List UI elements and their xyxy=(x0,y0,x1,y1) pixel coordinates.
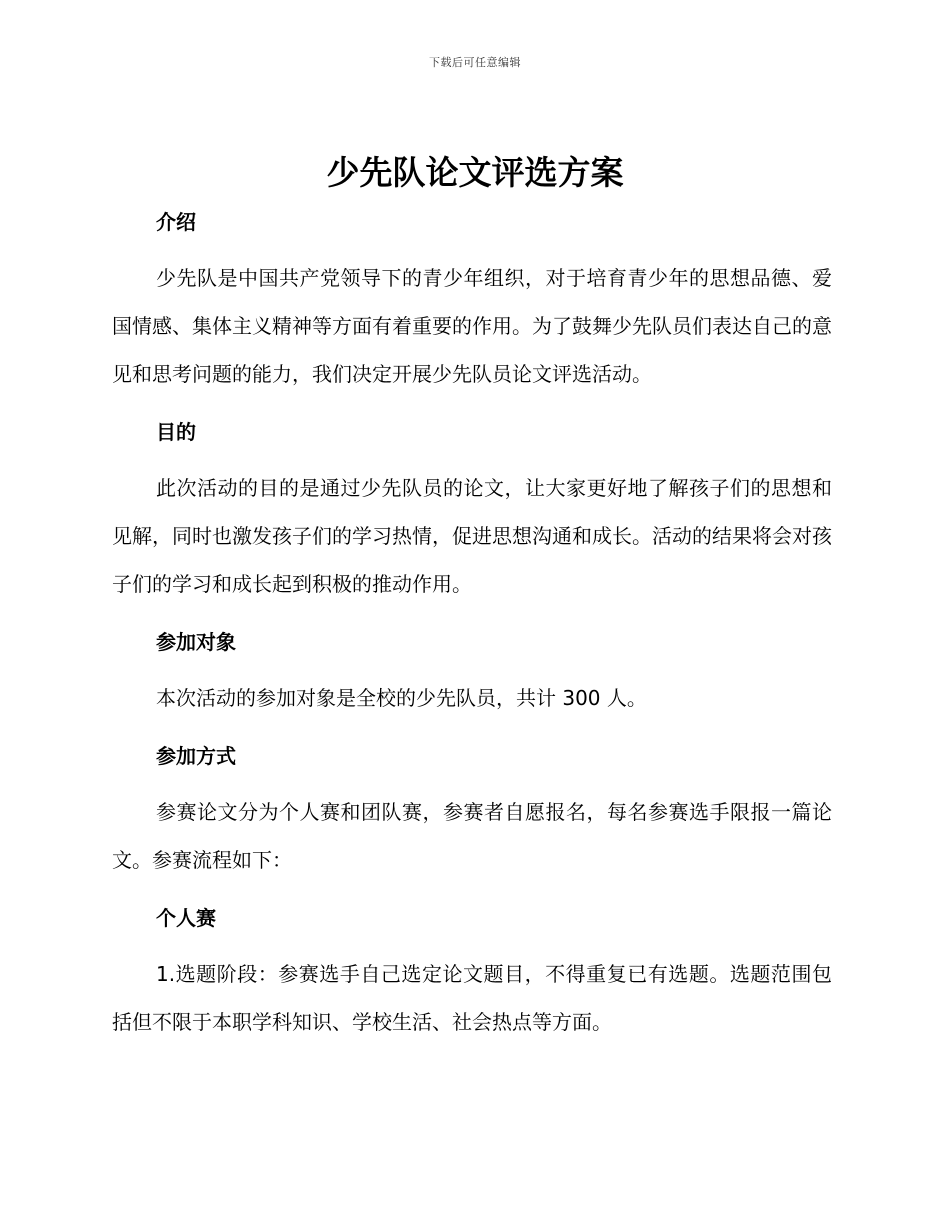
section-heading: 目的 xyxy=(156,420,196,444)
section-paragraph: 少先队是中国共产党领导下的青少年组织，对于培育青少年的思想品德、爱国情感、集体主义精神等方面有着重要的作用。为了鼓舞少先队员们表达自己的意见和思考问题的能力，我们决定开展少先队员论文评选活动。 xyxy=(112,266,832,386)
section-heading: 参加对象 xyxy=(156,630,236,654)
section-paragraph: 本次活动的参加对象是全校的少先队员，共计 300 人。 xyxy=(156,686,647,710)
section-paragraph: 此次活动的目的是通过少先队员的论文，让大家更好地了解孩子们的思想和见解，同时也激发孩子们的学习热情，促进思想沟通和成长。活动的结果将会对孩子们的学习和成长起到积极的推动作用。 xyxy=(112,476,832,596)
page-header-note: 下载后可任意编辑 xyxy=(429,56,521,69)
section-participation-method xyxy=(112,734,832,896)
document-title: 少先队论文评选方案 xyxy=(326,153,624,192)
section-paragraph: 参赛论文分为个人赛和团队赛，参赛者自愿报名，每名参赛选手限报一篇论文。参赛流程如下： xyxy=(112,800,832,872)
document-body xyxy=(112,200,832,1046)
section-purpose xyxy=(112,410,832,620)
section-heading: 介绍 xyxy=(156,210,196,234)
section-paragraph: 1.选题阶段：参赛选手自己选定论文题目，不得重复已有选题。选题范围包括但不限于本职学科知识、学校生活、社会热点等方面。 xyxy=(112,962,832,1034)
section-heading: 参加方式 xyxy=(156,744,236,768)
section-participants xyxy=(112,620,832,734)
section-heading: 个人赛 xyxy=(156,906,216,930)
section-individual-contest xyxy=(112,896,832,1046)
section-introduction xyxy=(112,200,832,410)
